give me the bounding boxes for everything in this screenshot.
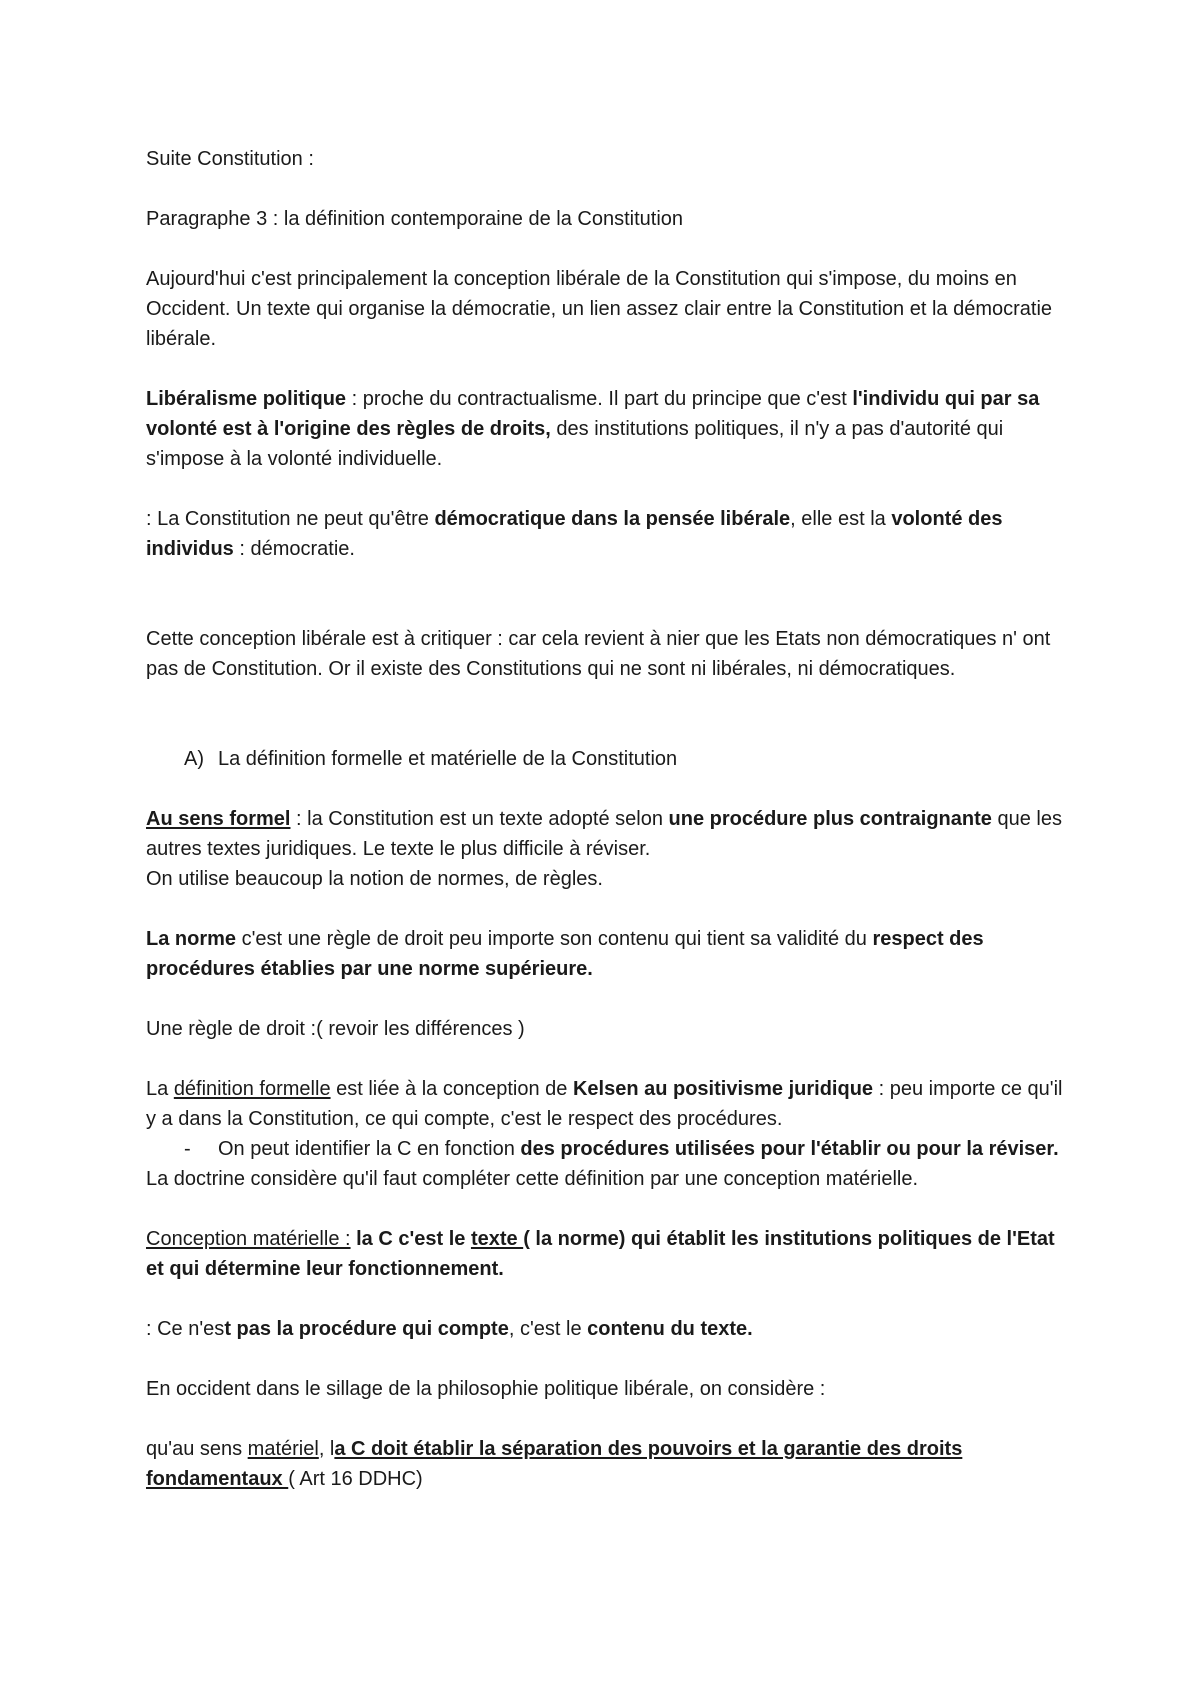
sens-formel-text-2: que les autres textes juridiques. Le texte le plus difficile à réviser. [146, 808, 1062, 860]
bullet-bold-1: des procédures utilisées pour l'établir ou pour la réviser. [520, 1138, 1059, 1160]
democratie-bold-1: démocratique dans la pensée libérale [434, 508, 791, 530]
sens-formel-bold-1: une procédure plus contraignante [668, 808, 992, 830]
conception-materielle-paragraph [146, 1224, 1066, 1284]
section-a-title: La définition formelle et matérielle de la Constitution [218, 748, 678, 770]
norme-term: La norme [146, 928, 237, 950]
document-title: Suite Constitution : [146, 148, 314, 170]
sens-formel-term: Au sens formel [146, 808, 291, 830]
norme-paragraph [146, 924, 1066, 984]
liberalisme-term: Libéralisme politique [146, 388, 347, 410]
materiel-text-2: , l [318, 1438, 335, 1460]
definition-formelle-bold: Kelsen au positivisme juridique [572, 1078, 874, 1100]
bullet-dash: - [184, 1138, 191, 1160]
definition-formelle-underline: définition formelle [173, 1078, 331, 1100]
procedure-bold-1: t pas la procédure qui compte [224, 1318, 509, 1340]
sens-formel-line-2: On utilise beaucoup la notion de normes, de règles. [146, 868, 603, 890]
sens-formel-text-1: : la Constitution est un texte adopté selon [290, 808, 669, 830]
conception-materielle-bold-1: la C c'est le [350, 1228, 471, 1250]
bullet-item [146, 1134, 1066, 1164]
document-body [146, 144, 1066, 1494]
materiel-bold-underline: a C doit établir la séparation des pouvoirs et la garantie des droits fondamentaux [146, 1438, 963, 1490]
democratie-bold-2: volonté des individus [146, 508, 1003, 560]
definition-formelle-paragraph [146, 1074, 1066, 1134]
critique-paragraph: Cette conception libérale est à critiquer : car cela revient à nier que les Etats non démocratiques n' ont pas de Constitution. Or il existe des Constitutions qui ne sont ni libérales, ni démocratiques. [146, 628, 1051, 680]
conception-materielle-bold-underline: texte [470, 1228, 524, 1250]
materiel-text-3: ( Art 16 DDHC) [288, 1468, 423, 1490]
democratie-text-1: : La Constitution ne peut qu'être [146, 508, 435, 530]
materiel-underline: matériel [247, 1438, 319, 1460]
materiel-text-1: qu'au sens [146, 1438, 248, 1460]
materiel-paragraph [146, 1434, 1066, 1494]
bullet-text-1: On peut identifier la C en fonction [218, 1138, 521, 1160]
democratie-text-2: , elle est la [790, 508, 892, 530]
intro-paragraph: Aujourd'hui c'est principalement la conception libérale de la Constitution qui s'impose, du moins en Occident. Un texte qui organise la démocratie, un lien assez clair entre la Constitution et la démocratie libérale. [146, 268, 1053, 350]
definition-formelle-text-3: : peu importe ce qu'il y a dans la Constitution, ce qui compte, c'est le respect des procédures. [146, 1078, 1063, 1130]
occident-paragraph: En occident dans le sillage de la philosophie politique libérale, on considère : [146, 1378, 826, 1400]
regle-droit-paragraph: Une règle de droit :( revoir les différences ) [146, 1018, 525, 1040]
procedure-text-1: : Ce n'es [146, 1318, 225, 1340]
paragraph-heading: Paragraphe 3 : la définition contemporaine de la Constitution [146, 208, 684, 230]
democratie-text-3: : démocratie. [233, 538, 355, 560]
procedure-paragraph [146, 1314, 1066, 1344]
section-a-letter: A) [184, 748, 204, 770]
sens-formel-paragraph [146, 804, 1066, 894]
liberalisme-bold-1: l'individu qui par sa volonté est à l'origine des règles de droits, [146, 388, 1040, 440]
norme-text-1: c'est une règle de droit peu importe son contenu qui tient sa validité du [236, 928, 873, 950]
norme-bold-1: respect des procédures établies par une norme supérieure. [146, 928, 984, 980]
definition-formelle-text-1: La [146, 1078, 174, 1100]
democratie-paragraph [146, 504, 1066, 564]
doctrine-paragraph: La doctrine considère qu'il faut compléter cette définition par une conception matérielle. [146, 1168, 919, 1190]
liberalisme-text-2: des institutions politiques, il n'y a pas d'autorité qui s'impose à la volonté individuelle. [146, 418, 1004, 470]
liberalisme-paragraph [146, 384, 1066, 474]
conception-materielle-bold-2: ( la norme) qui établit les institutions politiques de l'Etat et qui détermine leur fonctionnement. [146, 1228, 1055, 1280]
procedure-text-2: , c'est le [508, 1318, 588, 1340]
liberalisme-text-1: : proche du contractualisme. Il part du principe que c'est [346, 388, 853, 410]
procedure-bold-2: contenu du texte. [587, 1318, 753, 1340]
definition-formelle-text-2: est liée à la conception de [330, 1078, 573, 1100]
conception-materielle-term: Conception matérielle : [146, 1228, 351, 1250]
section-a-heading [146, 744, 1066, 774]
